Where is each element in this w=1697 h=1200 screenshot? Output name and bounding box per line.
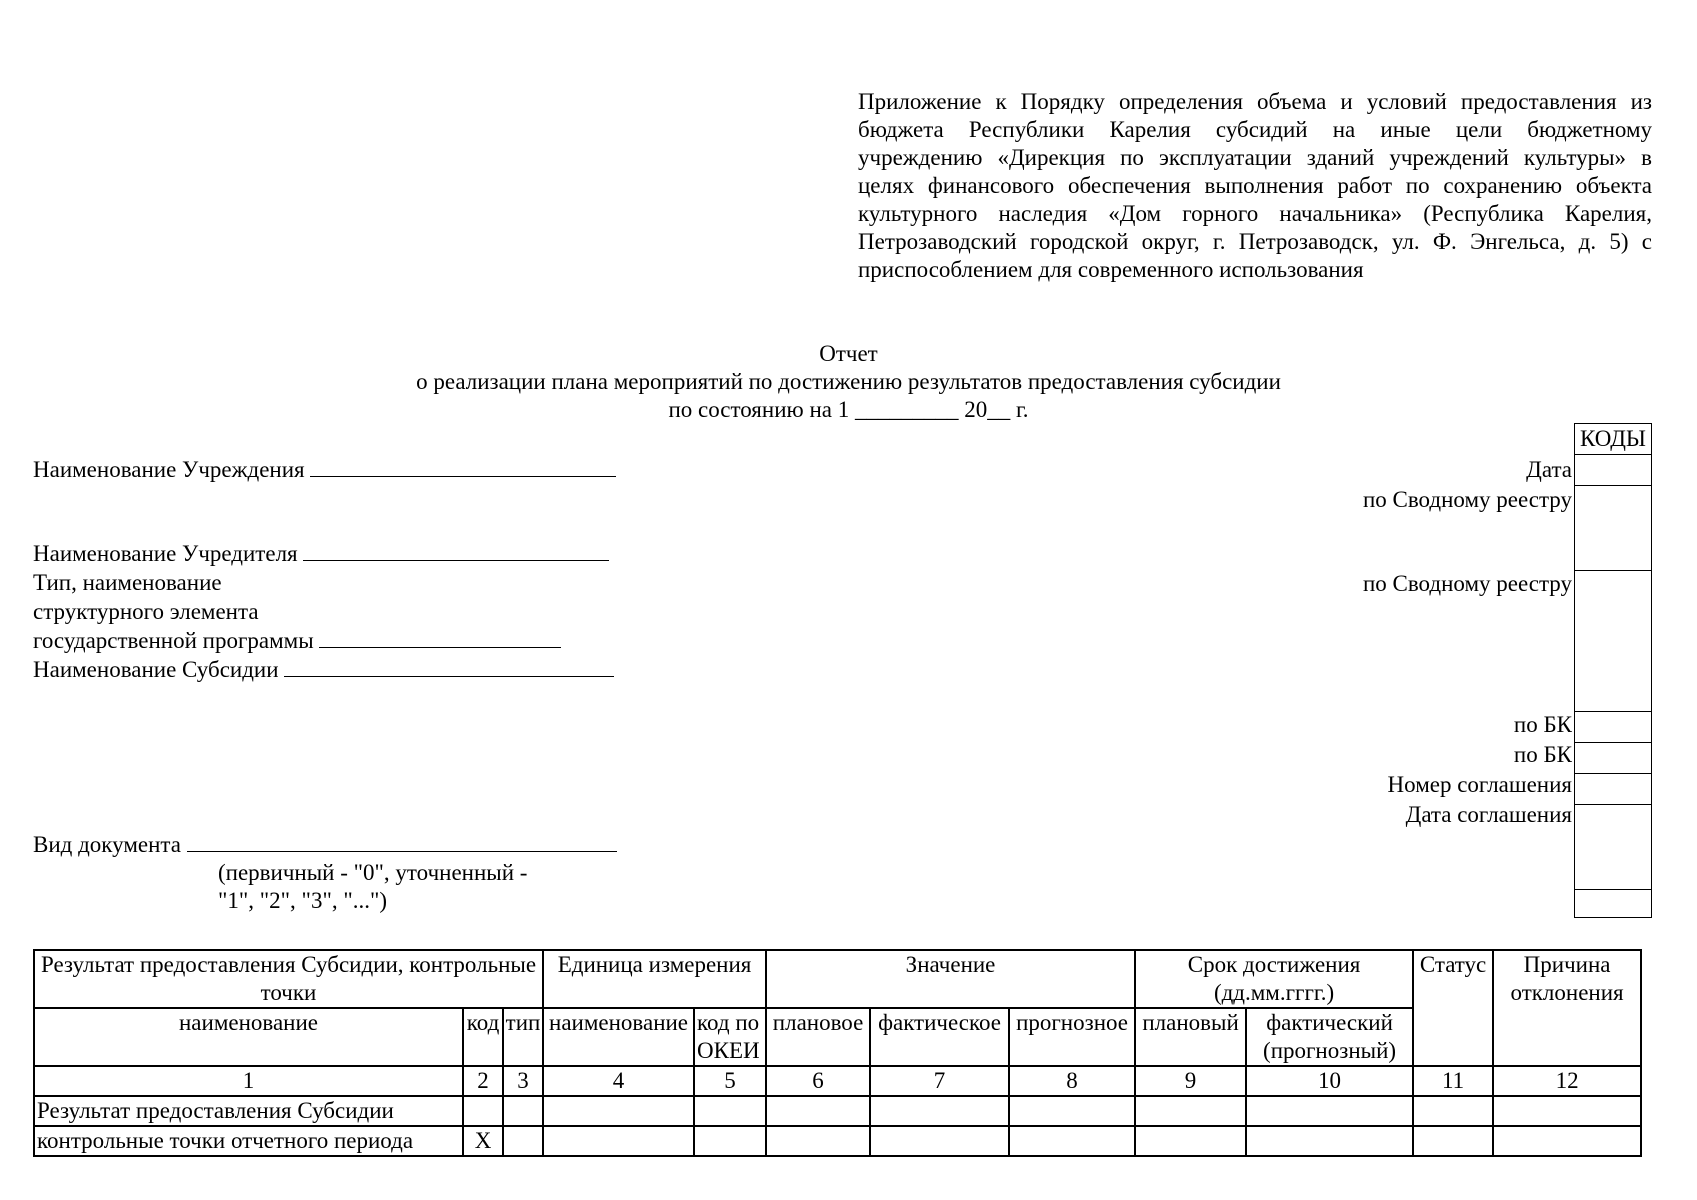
subsidy-blank[interactable] (284, 656, 614, 677)
doc-type-blank[interactable] (187, 831, 617, 852)
code-cell-registry-2[interactable] (1575, 571, 1651, 712)
header-result: Результат предоставления Субсидии, контрольные точки (34, 950, 543, 1008)
doc-type-hint-2: "1", "2", "3", "...") (218, 888, 388, 913)
registry-label-2: по Сводному реестру (1362, 571, 1572, 596)
report-title-line3: по состоянию на 1 _________ 20__ г. (668, 397, 1029, 422)
table-cell[interactable] (694, 1096, 766, 1126)
table-cell[interactable] (1493, 1126, 1641, 1156)
column-number: 6 (766, 1066, 870, 1096)
appendix-line: учреждению «Дирекция по эксплуатации зданий учреждений культуры» в (858, 145, 1652, 170)
column-number: 12 (1493, 1066, 1641, 1096)
table-cell[interactable] (543, 1096, 694, 1126)
institution-label: Наименование Учреждения (33, 457, 305, 482)
table-row (34, 1126, 1641, 1156)
table-cell[interactable] (870, 1096, 1009, 1126)
header-value: Значение (766, 950, 1135, 1008)
code-cell-agreement-date[interactable] (1575, 805, 1651, 890)
column-number: 5 (694, 1066, 766, 1096)
column-number: 1 (34, 1066, 463, 1096)
table-cell[interactable] (1246, 1096, 1413, 1126)
institution-field (33, 456, 616, 484)
subheader-actual: фактическое (870, 1008, 1009, 1066)
header-reason: Причина отклонения (1493, 950, 1641, 1066)
row-result-code[interactable] (463, 1096, 503, 1126)
doc-type-hint-1: (первичный - "0", уточненный - (218, 860, 528, 885)
subheader-name: наименование (34, 1008, 463, 1066)
date-label: Дата (1526, 457, 1572, 482)
table-cell[interactable] (503, 1096, 543, 1126)
column-number: 4 (543, 1066, 694, 1096)
subheader-okei: код по ОКЕИ (694, 1008, 766, 1066)
appendix-line: Приложение к Порядку определения объема и условий предоставления из (858, 89, 1652, 114)
founder-field (33, 540, 609, 568)
column-number: 8 (1009, 1066, 1135, 1096)
bk-label-2: по БК (1513, 742, 1572, 767)
column-number: 10 (1246, 1066, 1413, 1096)
row-result-name: Результат предоставления Субсидии (34, 1096, 463, 1126)
appendix-note (858, 88, 1652, 284)
column-number: 2 (463, 1066, 503, 1096)
table-cell[interactable] (694, 1126, 766, 1156)
doc-type-label: Вид документа (33, 832, 181, 857)
table-cell[interactable] (503, 1126, 543, 1156)
subheader-forecast: прогнозное (1009, 1008, 1135, 1066)
column-number: 3 (503, 1066, 543, 1096)
code-cell-date[interactable] (1575, 455, 1651, 486)
table-row (34, 1096, 1641, 1126)
header-unit: Единица измерения (543, 950, 766, 1008)
report-title-line1: Отчет (819, 341, 878, 366)
subheader-actual-date: фактический (прогнозный) (1246, 1008, 1413, 1066)
subheader-unit-name: наименование (543, 1008, 694, 1066)
program-label-2: структурного элемента (33, 599, 259, 624)
table-cell[interactable] (1135, 1126, 1246, 1156)
subheader-type: тип (503, 1008, 543, 1066)
table-cell[interactable] (1009, 1096, 1135, 1126)
table-cell[interactable] (543, 1126, 694, 1156)
subsidy-field (33, 656, 614, 684)
code-cell-registry-1[interactable] (1575, 486, 1651, 571)
subheader-planned: плановое (766, 1008, 870, 1066)
registry-label-1: по Сводному реестру (1362, 487, 1572, 512)
header-status: Статус (1413, 950, 1493, 1066)
program-blank[interactable] (319, 627, 561, 648)
code-cell-bk-2[interactable] (1575, 743, 1651, 774)
institution-blank[interactable] (310, 456, 616, 477)
table-cell[interactable] (1493, 1096, 1641, 1126)
subsidy-label: Наименование Субсидии (33, 657, 279, 682)
column-number: 11 (1413, 1066, 1493, 1096)
table-cell[interactable] (1135, 1096, 1246, 1126)
appendix-line: приспособлением для современного использования (858, 257, 1364, 282)
founder-blank[interactable] (303, 540, 609, 561)
program-field (33, 627, 561, 655)
appendix-line: Петрозаводский городской округ, г. Петрозаводск, ул. Ф. Энгельса, д. 5) с (858, 229, 1652, 254)
code-cell-agreement-number[interactable] (1575, 774, 1651, 805)
subheader-planned-date: плановый (1135, 1008, 1246, 1066)
header-deadline: Срок достижения (дд.мм.гггг.) (1135, 950, 1413, 1008)
program-label-1: Тип, наименование (33, 570, 222, 595)
row-checkpoints-code: X (463, 1126, 503, 1156)
appendix-line: бюджета Республики Карелия субсидий на иные цели бюджетному (858, 117, 1652, 142)
table-cell[interactable] (1009, 1126, 1135, 1156)
report-title-line2: о реализации плана мероприятий по достижению результатов предоставления субсидии (416, 369, 1281, 394)
bk-label-1: по БК (1513, 712, 1572, 737)
table-cell[interactable] (1413, 1126, 1493, 1156)
appendix-line: целях финансового обеспечения выполнения работ по сохранению объекта (858, 173, 1652, 198)
codes-box (1574, 423, 1652, 918)
subheader-code: код (463, 1008, 503, 1066)
code-cell-bk-1[interactable] (1575, 712, 1651, 743)
column-number: 7 (870, 1066, 1009, 1096)
report-title (0, 340, 1697, 424)
founder-label: Наименование Учредителя (33, 541, 298, 566)
table-cell[interactable] (766, 1126, 870, 1156)
results-table (33, 949, 1642, 1157)
column-number: 9 (1135, 1066, 1246, 1096)
doc-type-field (33, 831, 617, 859)
agreement-date-label: Дата соглашения (1405, 802, 1572, 827)
table-cell[interactable] (870, 1126, 1009, 1156)
table-cell[interactable] (766, 1096, 870, 1126)
appendix-line: культурного наследия «Дом горного начальника» (Республика Карелия, (858, 201, 1652, 226)
program-label-3: государственной программы (33, 628, 314, 653)
codes-header: КОДЫ (1575, 424, 1651, 455)
agreement-number-label: Номер соглашения (1387, 772, 1572, 797)
table-cell[interactable] (1246, 1126, 1413, 1156)
row-checkpoints-name: контрольные точки отчетного периода (34, 1126, 463, 1156)
table-cell[interactable] (1413, 1096, 1493, 1126)
